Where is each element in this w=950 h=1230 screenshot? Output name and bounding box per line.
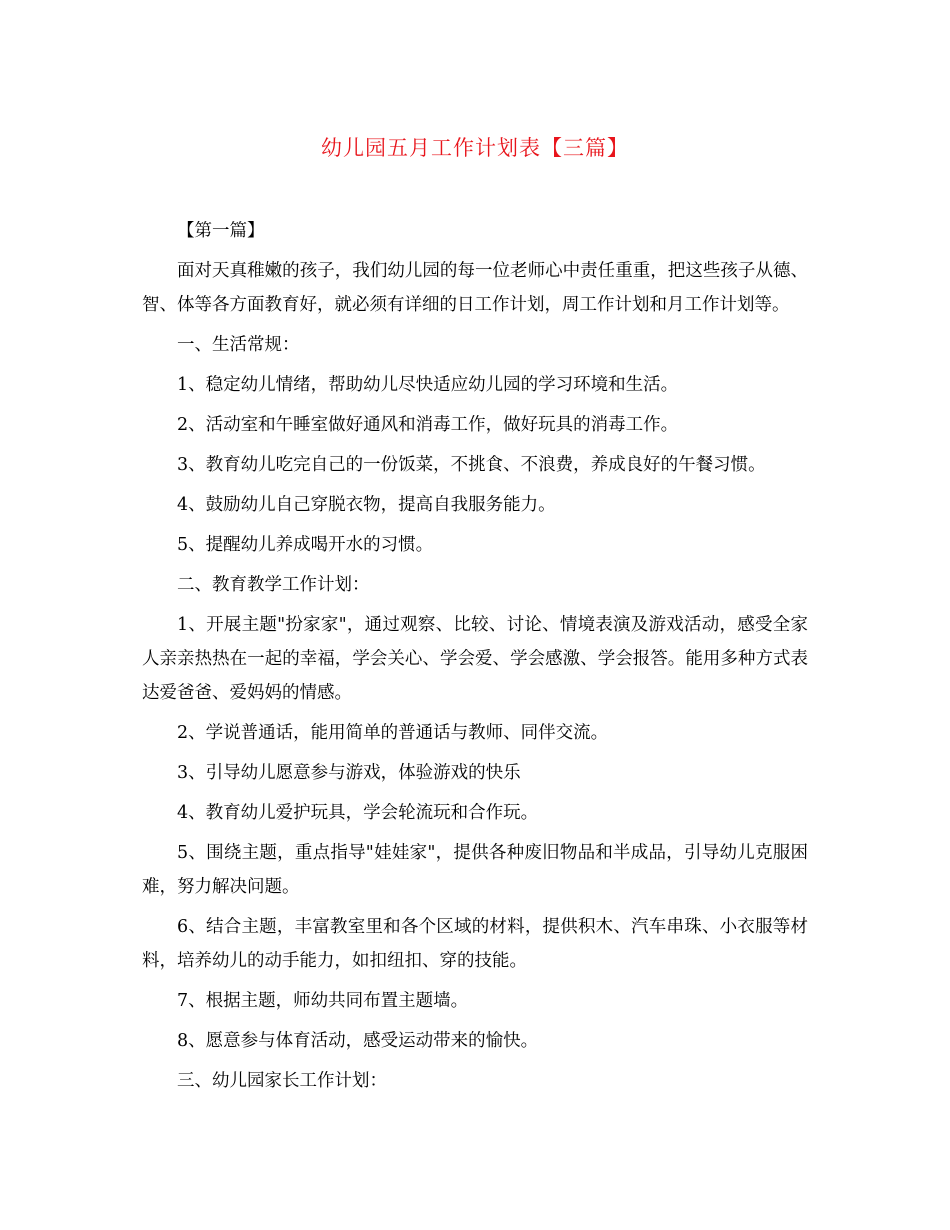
list-item: 8、愿意参与体育活动，感受运动带来的愉快。 bbox=[177, 1031, 539, 1051]
list-item: 2、学说普通话，能用简单的普通话与教师、同伴交流。 bbox=[177, 723, 609, 743]
list-item: 7、根据主题，师幼共同布置主题墙。 bbox=[177, 991, 469, 1011]
part3-heading: 三、幼儿园家长工作计划： bbox=[177, 1071, 387, 1091]
list-item: 6、结合主题，丰富教室里和各个区域的材料，提供积木、汽车串珠、小衣服等材料，培养幼儿的动手能力，如扣纽扣、穿的技能。 bbox=[142, 917, 808, 971]
part2-heading: 二、教育教学工作计划： bbox=[177, 575, 370, 595]
list-item: 2、活动室和午睡室做好通风和消毒工作，做好玩具的消毒工作。 bbox=[177, 415, 679, 435]
list-item: 3、教育幼儿吃完自己的一份饭菜，不挑食、不浪费，养成良好的午餐习惯。 bbox=[177, 455, 766, 475]
list-item: 4、鼓励幼儿自己穿脱衣物，提高自我服务能力。 bbox=[177, 495, 556, 515]
list-item: 1、稳定幼儿情绪，帮助幼儿尽快适应幼儿园的学习环境和生活。 bbox=[177, 375, 679, 395]
list-item: 5、提醒幼儿养成喝开水的习惯。 bbox=[177, 535, 434, 555]
document-body bbox=[142, 214, 808, 1104]
part1-heading: 一、生活常规： bbox=[177, 335, 300, 355]
document-title: 幼儿园五月工作计划表【三篇】 bbox=[321, 136, 629, 160]
list-item: 5、围绕主题，重点指导"娃娃家"，提供各种废旧物品和半成品，引导幼儿克服困难，努力解决问题。 bbox=[142, 843, 808, 897]
list-item: 4、教育幼儿爱护玩具，学会轮流玩和合作玩。 bbox=[177, 803, 539, 823]
section-label: 【第一篇】 bbox=[177, 221, 265, 241]
list-item: 3、引导幼儿愿意参与游戏，体验游戏的快乐 bbox=[177, 763, 521, 783]
list-item: 1、开展主题"扮家家"，通过观察、比较、讨论、情境表演及游戏活动，感受全家人亲亲热热在一起的幸福，学会关心、学会爱、学会感激、学会报答。能用多种方式表达爱爸爸、爱妈妈的情感。 bbox=[142, 615, 808, 703]
intro-paragraph: 面对天真稚嫩的孩子，我们幼儿园的每一位老师心中责任重重，把这些孩子从德、智、体等各方面教育好，就必须有详细的日工作计划，周工作计划和月工作计划等。 bbox=[142, 261, 808, 315]
